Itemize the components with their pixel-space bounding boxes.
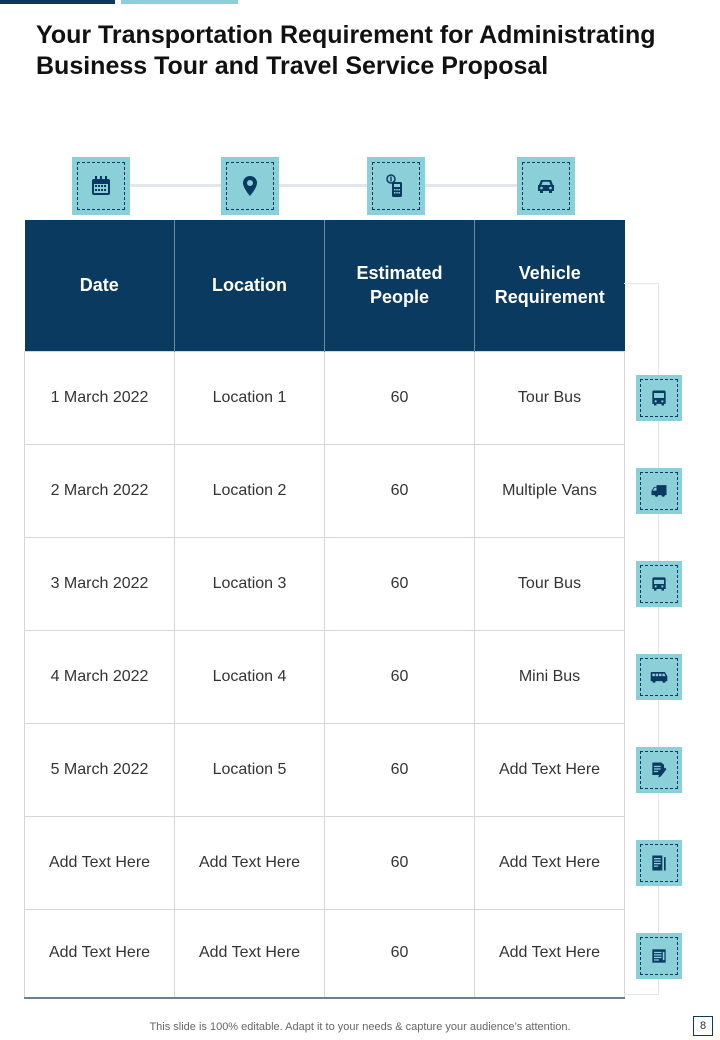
header-icon-people bbox=[367, 157, 425, 215]
cell-people: 60 bbox=[325, 723, 475, 816]
accent-bar-light bbox=[121, 0, 238, 4]
row-icon-7 bbox=[636, 933, 682, 979]
row-icon-5 bbox=[636, 747, 682, 793]
van-icon bbox=[649, 481, 669, 501]
table-header-row bbox=[25, 220, 625, 351]
header-vehicle-requirement: Vehicle Requirement bbox=[475, 220, 625, 351]
table-row bbox=[25, 816, 625, 909]
cell-people: 60 bbox=[325, 537, 475, 630]
cell-location: Add Text Here bbox=[175, 909, 325, 998]
location-pin-icon bbox=[238, 174, 262, 198]
cell-date: 5 March 2022 bbox=[25, 723, 175, 816]
cell-vehicle: Tour Bus bbox=[475, 351, 625, 444]
mobile-payment-icon bbox=[384, 174, 408, 198]
page-number: 8 bbox=[693, 1016, 713, 1036]
cell-vehicle: Mini Bus bbox=[475, 630, 625, 723]
cell-vehicle: Tour Bus bbox=[475, 537, 625, 630]
row-icon-2 bbox=[636, 468, 682, 514]
cell-location: Location 5 bbox=[175, 723, 325, 816]
row-icon-1 bbox=[636, 375, 682, 421]
cell-date: Add Text Here bbox=[25, 909, 175, 998]
cell-date: 2 March 2022 bbox=[25, 444, 175, 537]
calendar-icon bbox=[89, 174, 113, 198]
cell-location: Location 4 bbox=[175, 630, 325, 723]
page-title: Your Transportation Requirement for Administrating Business Tour and Travel Service Proposal bbox=[36, 21, 656, 80]
footer-note: This slide is 100% editable. Adapt it to your needs & capture your audience’s attention. bbox=[149, 1021, 571, 1033]
cell-people: 60 bbox=[325, 816, 475, 909]
mini-bus-icon bbox=[649, 667, 669, 687]
table-row bbox=[25, 444, 625, 537]
cell-location: Add Text Here bbox=[175, 816, 325, 909]
table-row bbox=[25, 723, 625, 816]
header-location: Location bbox=[175, 220, 325, 351]
cell-vehicle: Multiple Vans bbox=[475, 444, 625, 537]
table-row bbox=[25, 909, 625, 998]
cell-people: 60 bbox=[325, 909, 475, 998]
cell-date: 1 March 2022 bbox=[25, 351, 175, 444]
cell-date: Add Text Here bbox=[25, 816, 175, 909]
cell-vehicle: Add Text Here bbox=[475, 816, 625, 909]
edit-note-icon bbox=[649, 760, 669, 780]
bus-icon bbox=[649, 388, 669, 408]
cell-location: Location 2 bbox=[175, 444, 325, 537]
header-date: Date bbox=[25, 220, 175, 351]
cell-date: 4 March 2022 bbox=[25, 630, 175, 723]
cell-vehicle: Add Text Here bbox=[475, 723, 625, 816]
cell-location: Location 3 bbox=[175, 537, 325, 630]
cell-people: 60 bbox=[325, 630, 475, 723]
row-icon-4 bbox=[636, 654, 682, 700]
header-icon-date bbox=[72, 157, 130, 215]
notes-icon bbox=[649, 946, 669, 966]
truck-icon bbox=[649, 574, 669, 594]
cell-date: 3 March 2022 bbox=[25, 537, 175, 630]
table-row bbox=[25, 630, 625, 723]
accent-bar-dark bbox=[0, 0, 115, 4]
header-icon-location bbox=[221, 157, 279, 215]
cell-location: Location 1 bbox=[175, 351, 325, 444]
cell-people: 60 bbox=[325, 444, 475, 537]
header-icon-vehicle bbox=[517, 157, 575, 215]
car-icon bbox=[534, 174, 558, 198]
header-estimated-people: Estimated People bbox=[325, 220, 475, 351]
cell-vehicle: Add Text Here bbox=[475, 909, 625, 998]
row-icon-6 bbox=[636, 840, 682, 886]
cell-people: 60 bbox=[325, 351, 475, 444]
row-icon-3 bbox=[636, 561, 682, 607]
table-row bbox=[25, 537, 625, 630]
table-row bbox=[25, 351, 625, 444]
document-icon bbox=[649, 853, 669, 873]
header-connector-line bbox=[100, 184, 546, 187]
transport-table bbox=[24, 220, 625, 999]
